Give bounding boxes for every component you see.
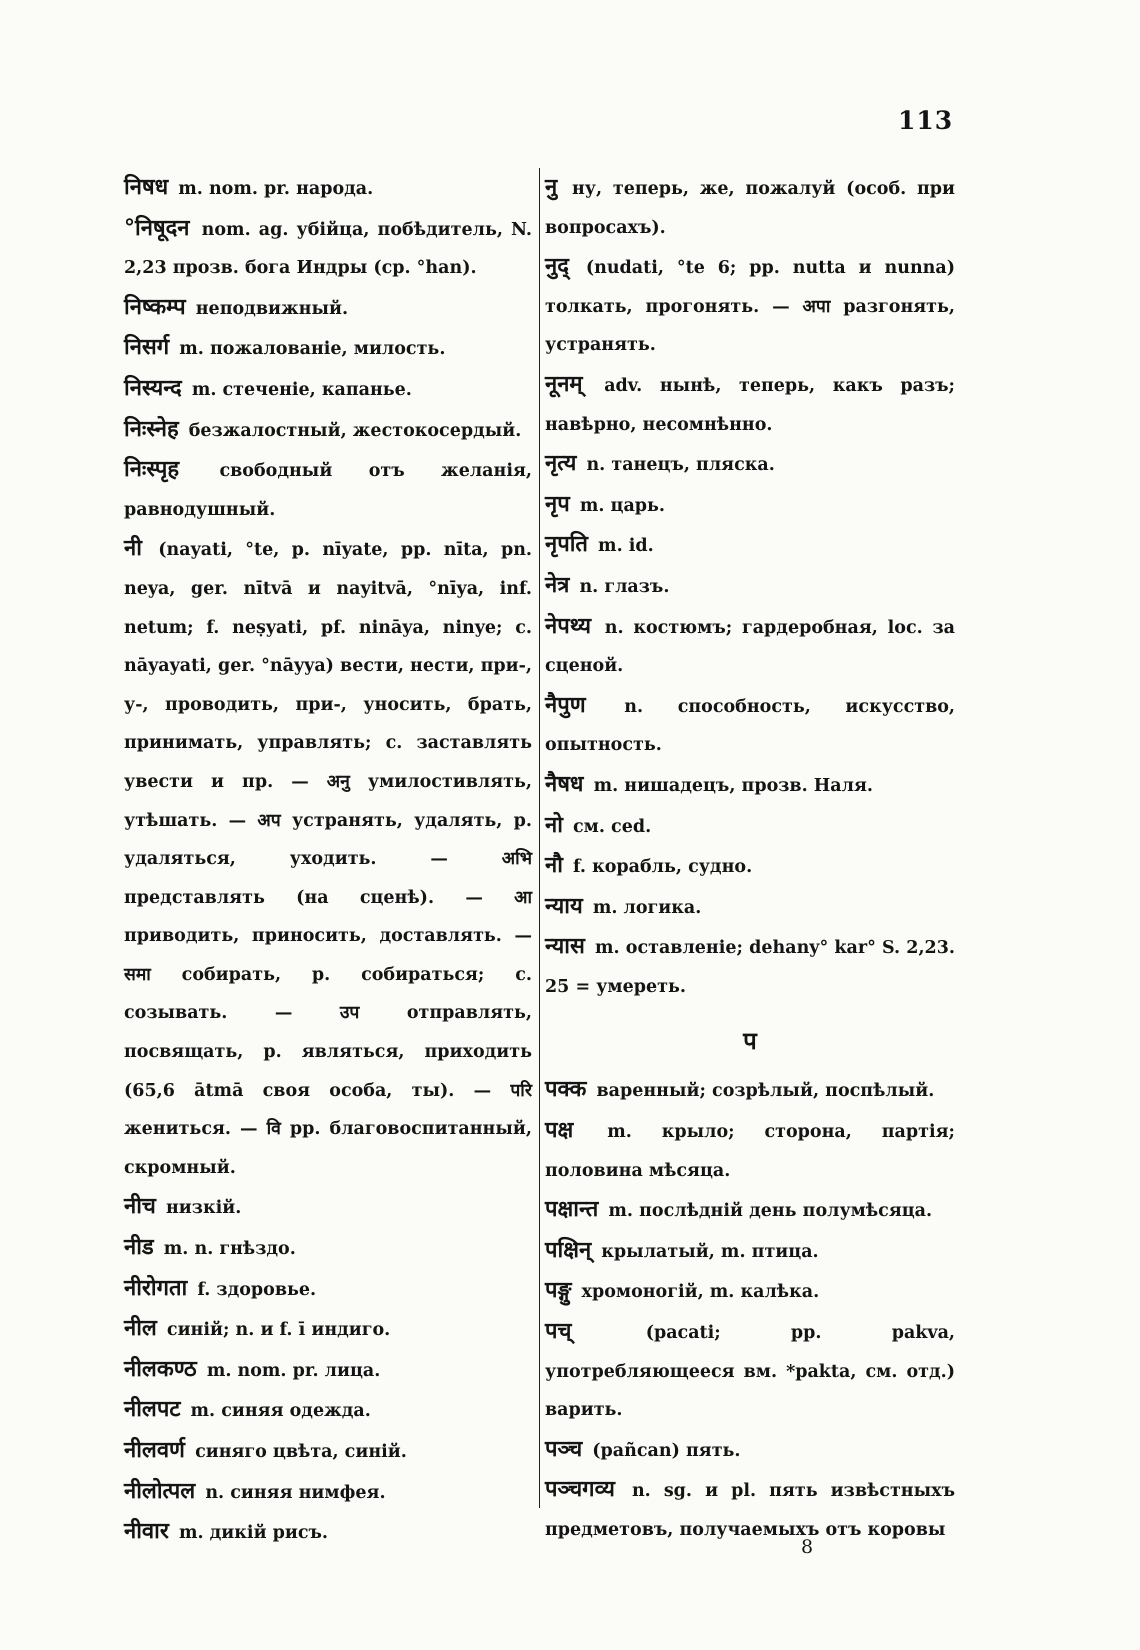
- definition: n. sg. и pl. пять извѣстныхъ предметовъ, получаемыхъ отъ коровы: [545, 1481, 956, 1540]
- headword: पक्षान्त: [545, 1196, 599, 1223]
- page-number: 113: [898, 106, 954, 135]
- dictionary-entry: [124, 1512, 532, 1553]
- headword: नीलकण्ठ: [124, 1355, 197, 1382]
- headword: निषध: [124, 174, 169, 200]
- definition: неподвижный.: [195, 298, 349, 319]
- definition: синяго цвѣта, синій.: [195, 1442, 407, 1462]
- definition: m. послѣдній день полумѣсяца.: [608, 1201, 933, 1222]
- definition: см. ced.: [573, 816, 652, 837]
- headword: नीड: [124, 1234, 154, 1261]
- dictionary-entry: [124, 209, 532, 288]
- dictionary-entry: [545, 485, 955, 526]
- dictionary-entry: [124, 1228, 532, 1269]
- dictionary-entry: [545, 765, 955, 806]
- headword: नी: [124, 535, 142, 562]
- headword: नृत्य: [545, 450, 577, 477]
- headword: नीवार: [124, 1518, 169, 1545]
- definition: крылатый, m. птица.: [601, 1241, 819, 1262]
- headword: नैपुण: [545, 691, 586, 718]
- definition: (nudati, °te 6; pp. nutta и nunna) толкать, прогонять. — अपा разгонять, устранять.: [545, 258, 956, 356]
- definition: m. логика.: [592, 897, 702, 918]
- right-column: [545, 168, 955, 1550]
- definition: ну, теперь, же, пожалуй (особ. при вопросахъ).: [545, 179, 955, 238]
- definition: adv. нынѣ, теперь, какъ разъ; навѣрно, несомнѣнно.: [545, 375, 955, 435]
- definition: m. nom. pr. народа.: [178, 179, 374, 199]
- headword: नृपति: [545, 531, 588, 558]
- headword: नीलोत्पल: [124, 1477, 196, 1504]
- dictionary-entry: [545, 1231, 955, 1272]
- definition: m. n. гнѣздо.: [163, 1239, 296, 1260]
- dictionary-entry: [124, 1350, 532, 1391]
- dictionary-entry: [545, 1070, 955, 1111]
- dictionary-entry: [545, 168, 955, 247]
- definition: n. костюмъ; гардеробная, loc. за сценой.: [545, 617, 956, 677]
- dictionary-entry: [124, 1309, 532, 1350]
- definition: (pacati; pp. pakva, употребляющееся вм. *pakta, см. отд.) варить.: [545, 1323, 956, 1421]
- definition: m. крыло; сторона, партія; половина мѣсяца.: [545, 1122, 955, 1181]
- headword: न्याय: [545, 892, 583, 919]
- definition: m. стеченіе, капанье.: [191, 379, 412, 400]
- definition: варенный; созрѣлый, поспѣлый.: [596, 1081, 935, 1102]
- dictionary-entry: [545, 846, 955, 887]
- headword: नीलवर्ण: [124, 1437, 185, 1463]
- dictionary-entry: [124, 168, 532, 209]
- definition: свободный отъ желанія, равнодушный.: [124, 461, 532, 520]
- headword: नूनम्: [545, 370, 583, 397]
- dictionary-entry: [545, 1190, 955, 1231]
- definition: (nayati, °te, p. nīyate, pp. nīta, pn. neya, ger. nītvā и nayitvā, °nīya, inf. netum; f. neṣyati, pf. nināya, ninye; c. nāyayati, ger. °nāyya) вести, нести, при-, у-, проводить, при-, уносить, брать, принимать, управлять; c. заставлять увести и пр. — अनु умилостивлять, утѣшать. — अप устранять, удалять, p. удаляться, уходить. — अभि представлять (на сценѣ). — आ приводить, приносить, доставлять. — समा собирать, p. собираться; c. созывать. — उप отправлять, посвящать, p. являться, приходить (65,6 ātmā своя особа, ты). — परि жениться. — वि pp. благовоспитанный, скромный.: [124, 540, 533, 1178]
- headword: निस्यन्द: [124, 374, 182, 401]
- headword: पञ्च: [545, 1435, 583, 1462]
- dictionary-entry: [545, 887, 955, 928]
- headword: न्यास: [545, 933, 585, 960]
- dictionary-entry: [545, 1312, 955, 1430]
- dictionary-entry: [545, 686, 955, 765]
- definition: m. дикій рисъ.: [178, 1523, 329, 1544]
- definition: синій; n. и f. ī индиго.: [166, 1320, 391, 1341]
- dictionary-entry: [545, 927, 955, 1006]
- headword: नो: [545, 811, 563, 838]
- headword: नीरोगता: [124, 1274, 188, 1301]
- headword: पङ्गु: [545, 1277, 572, 1304]
- headword: नौ: [545, 852, 563, 879]
- dictionary-entry: [124, 1187, 532, 1228]
- headword: नेत्र: [545, 571, 570, 598]
- dictionary-entry: [124, 450, 532, 529]
- headword: निःस्नेह: [124, 415, 179, 442]
- dictionary-entry: [124, 288, 532, 329]
- definition: m. пожалованіе, милость.: [179, 339, 446, 360]
- headword: निष्कम्प: [124, 293, 186, 320]
- dictionary-entry: [124, 529, 532, 1187]
- headword: नीच: [124, 1193, 156, 1220]
- definition: хромоногій, m. калѣка.: [581, 1282, 820, 1303]
- dictionary-entry: [545, 1111, 955, 1190]
- left-column: [124, 168, 532, 1553]
- headword: निःस्पृह: [124, 456, 180, 483]
- dictionary-entry: [545, 1271, 955, 1312]
- signature-mark: 8: [801, 1536, 814, 1558]
- definition: f. здоровье.: [197, 1279, 317, 1300]
- column-divider: [539, 168, 540, 1508]
- headword: पच्: [545, 1318, 572, 1345]
- definition: n. глазъ.: [579, 576, 670, 597]
- dictionary-entry: [545, 365, 955, 444]
- definition: nom. ag. убійца, побѣдитель, N. 2,23 прозв. бога Индры (ср. °han).: [124, 219, 533, 279]
- dictionary-entry: [545, 607, 955, 686]
- headword: नुद्: [545, 253, 569, 280]
- headword: नीलपट: [124, 1396, 181, 1423]
- definition: (pañcan) пять.: [592, 1440, 741, 1461]
- headword: पञ्चगव्य: [545, 1476, 615, 1503]
- definition: низкій.: [165, 1198, 242, 1219]
- dictionary-entry: [545, 444, 955, 485]
- definition: n. танецъ, пляска.: [586, 455, 775, 476]
- headword: नैषध: [545, 770, 584, 797]
- headword: नेपथ्य: [545, 612, 591, 639]
- headword: पक्षिन्: [545, 1236, 592, 1263]
- headword: नु: [545, 174, 558, 200]
- definition: безжалостный, жестокосердый.: [188, 420, 522, 441]
- definition: n. синяя нимфея.: [205, 1482, 386, 1503]
- headword: नृप: [545, 490, 570, 517]
- dictionary-entry: [124, 410, 532, 451]
- dictionary-entry: [124, 1472, 532, 1513]
- definition: f. корабль, судно.: [573, 857, 753, 878]
- headword: °निषूदन: [124, 214, 190, 241]
- dictionary-entry: [545, 1470, 955, 1549]
- dictionary-entry: [545, 806, 955, 847]
- headword: निसर्ग: [124, 334, 170, 361]
- definition: m. nom. pr. лица.: [206, 1360, 381, 1381]
- dictionary-entry: [545, 525, 955, 566]
- dictionary-entry: [124, 1269, 532, 1310]
- dictionary-entry: [124, 1431, 532, 1472]
- definition: m. оставленіе; dehany° kar° S. 2,23. 25 = умереть.: [545, 938, 955, 997]
- definition: m. id.: [598, 536, 654, 557]
- definition: m. нишадецъ, прозв. Наля.: [593, 775, 873, 796]
- dictionary-entry: [124, 1390, 532, 1431]
- definition: n. способность, искусство, опытность.: [545, 696, 955, 756]
- definition: m. синяя одежда.: [190, 1401, 371, 1422]
- definition: m. царь.: [579, 495, 665, 516]
- headword: नील: [124, 1315, 157, 1342]
- section-letter: प: [743, 1026, 757, 1056]
- dictionary-entry: [545, 1430, 955, 1471]
- headword: पक्ष: [545, 1117, 574, 1144]
- dictionary-entry: [545, 566, 955, 607]
- dictionary-entry: [545, 247, 955, 365]
- dictionary-entry: [124, 369, 532, 410]
- headword: पक्क: [545, 1076, 587, 1103]
- dictionary-entry: [124, 328, 532, 369]
